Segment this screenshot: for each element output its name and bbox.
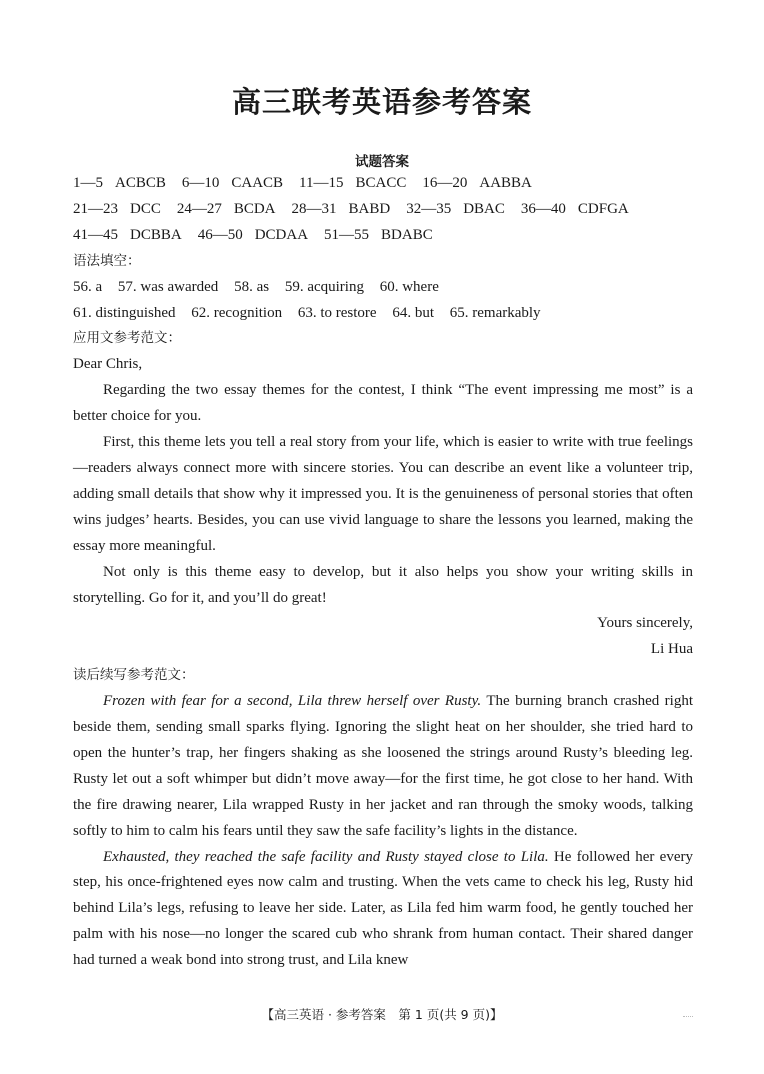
answer-row <box>73 171 693 197</box>
answer-range: 32—35 <box>406 200 452 217</box>
answer-range: 46—50 <box>197 226 243 243</box>
grammar-answer: 59. acquiring <box>284 278 364 295</box>
section-subtitle: 试题答案 <box>355 154 409 170</box>
answer-range: 11—15 <box>299 175 344 191</box>
page-title: 高三联考英语参考答案 <box>231 85 532 119</box>
paragraph-lead-sentence: Frozen with fear for a second, Lila threw herself over Rusty. <box>103 693 482 710</box>
letter-paragraph: Not only is this theme easy to develop, but it also helps you show your writing skills in storytelling. Go for it, and you’ll do great! <box>73 563 693 606</box>
grammar-answer: 58. as <box>234 278 270 295</box>
paragraph-lead-sentence: Exhausted, they reached the safe facility and Rusty stayed close to Lila. <box>103 848 549 865</box>
answer-range: 21—23 <box>73 200 118 217</box>
grammar-answers-line <box>73 275 693 301</box>
answer-letters: BABD <box>348 200 391 217</box>
page-content <box>73 171 693 974</box>
answer-range: 24—27 <box>176 200 222 217</box>
grammar-answer: 57. was awarded <box>117 278 219 295</box>
grammar-answer: 60. where <box>379 278 439 295</box>
grammar-answer: 64. but <box>392 304 434 321</box>
answer-letters: DCDAA <box>254 226 309 243</box>
answer-range: 6—10 <box>181 175 220 191</box>
continuation-paragraph <box>73 689 693 844</box>
paragraph-body: The burning branch crashed right beside them, sending small sparks flying. Ignoring the slight heat on her shoulder, she tried hard to open the hunter’s trap, her fingers shaking as she loosened the strings around Rusty’s bleeding leg. Rusty let out a soft whimper but didn’t move away—for the first time, he got close to her hand. With the fire drawing nearer, Lila wrapped Rusty in her jacket and ran through the smoky woods, talking softly to him to calm his fears until they saw the safe facility’s lights in the distance. <box>73 693 693 839</box>
answer-row <box>73 197 693 223</box>
grammar-answer: 56. a <box>73 278 103 295</box>
grammar-answer: 63. to restore <box>297 304 377 321</box>
answer-letters: AABBA <box>479 175 532 191</box>
paragraph-body: He followed her every step, his once-frightened eyes now calm and trusting. When the vets came to check his leg, Rusty hid behind Lila’s legs, refusing to leave her side. Later, as Lila fed him warm food, he gently touched her palm with his nose—no longer the scared cub who shrank from human contact. Their shared danger had turned a weak bond into strong trust, and Lila knew <box>73 848 693 969</box>
answer-letters: BDABC <box>381 226 433 243</box>
answer-range: 16—20 <box>422 175 468 191</box>
answer-range: 28—31 <box>291 200 337 217</box>
grammar-answer: 65. remarkably <box>449 304 541 321</box>
answer-letters: DCC <box>130 200 161 217</box>
letter-paragraph: Regarding the two essay themes for the contest, I think “The event impressing me most” is a better choice for you. <box>73 382 693 425</box>
answer-letters: DBAC <box>463 200 505 217</box>
answer-range: 51—55 <box>324 226 370 243</box>
grammar-answer: 61. distinguished <box>73 304 176 321</box>
answer-letters: BCACC <box>355 175 407 191</box>
answer-row <box>73 223 693 249</box>
answer-letters: CAACB <box>231 175 284 191</box>
continuation-heading: 读后续写参考范文： <box>73 667 195 684</box>
answer-range: 36—40 <box>520 200 566 217</box>
answer-letters: DCBBA <box>130 226 182 243</box>
page-footer: 【高三英语 · 参考答案 第 1 页(共 9 页)】 <box>261 1007 503 1022</box>
grammar-heading: 语法填空： <box>73 252 141 269</box>
continuation-paragraph <box>73 845 693 975</box>
letter-closing: Yours sincerely, <box>597 615 693 632</box>
grammar-answers-line <box>73 301 693 327</box>
answer-range: 1—5 <box>73 175 103 191</box>
letter-greeting: Dear Chris, <box>73 356 143 373</box>
answer-letters: BCDA <box>233 200 276 217</box>
grammar-answer: 62. recognition <box>191 304 283 321</box>
answer-letters: ACBCB <box>115 175 166 191</box>
answer-letters: CDFGA <box>577 200 629 217</box>
letter-signature: Li Hua <box>650 641 693 658</box>
letter-paragraph: First, this theme lets you tell a real story from your life, which is easier to write with true feelings—readers always connect more with sincere stories. You can describe an event like a volunteer trip, adding small details that show why it impressed you. It is the genuineness of personal stories that often wins judges’ hearts. Besides, you can use vivid language to share the lessons you learned, making the essay more meaningful. <box>73 434 693 554</box>
letter-heading: 应用文参考范文： <box>73 330 181 347</box>
answer-range: 41—45 <box>73 226 118 243</box>
corner-mark <box>683 1010 693 1017</box>
